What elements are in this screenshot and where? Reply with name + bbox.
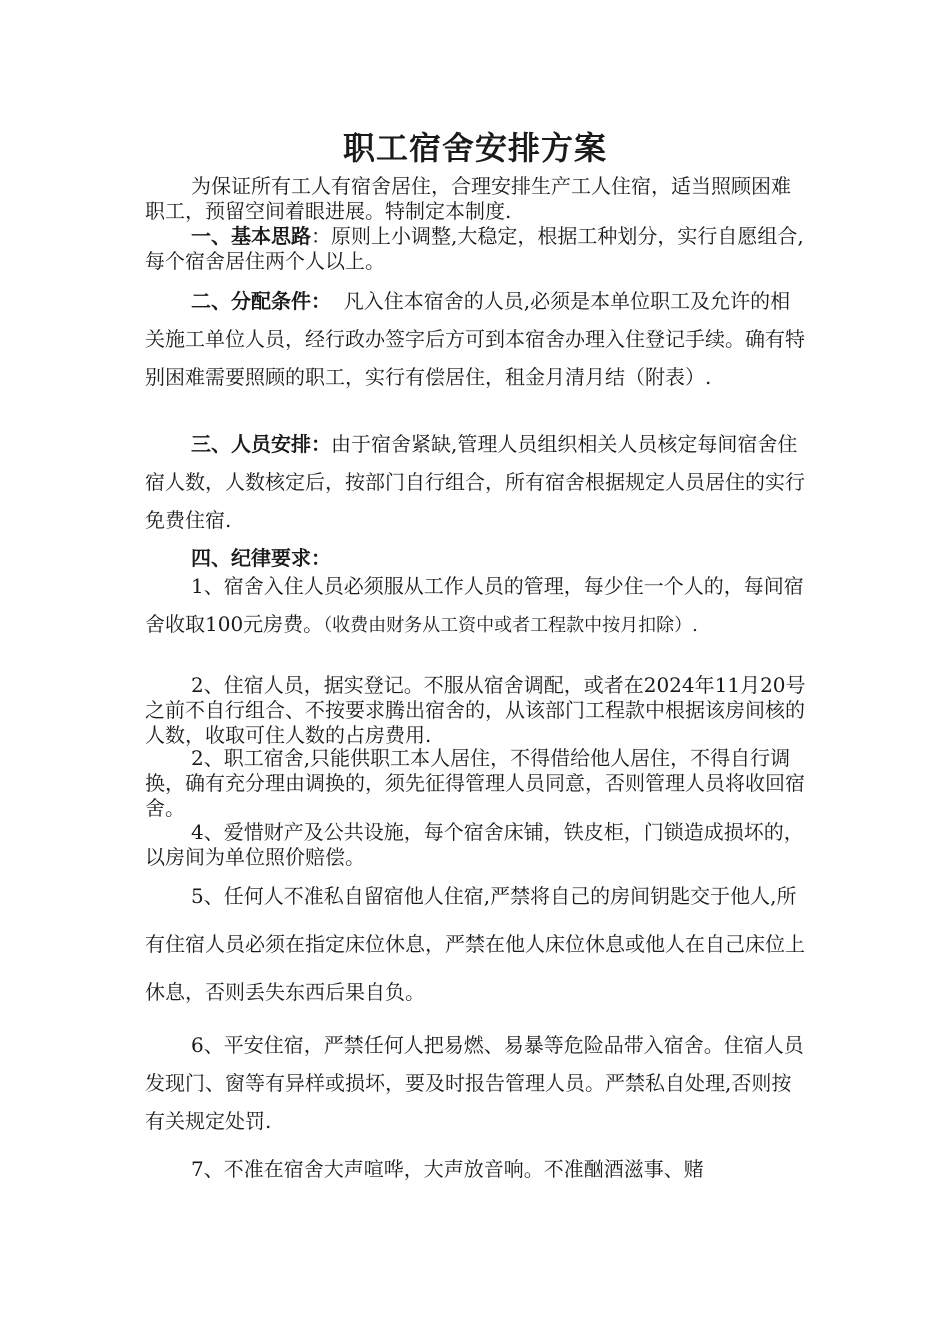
rule-text: 1、宿舍入住人员必须服从工作人员的管理，每少住一个人的，每间宿舍收取100元房费。 (145, 574, 804, 636)
rule-text: 6、平安住宿，严禁任何人把易燃、易暴等危险品带入宿舍。住宿人员发现门、窗等有异样或损坏，要及时报告管理人员。严禁私自处理,否则按有关规定处罚. (145, 1033, 804, 1133)
rule-2 (145, 673, 810, 748)
rule-7 (145, 1150, 810, 1188)
document-title: 职工宿舍安排方案 (342, 129, 607, 167)
rule-text: 5、任何人不准私自留宿他人住宿,严禁将自己的房间钥匙交于他人,所有住宿人员必须在指定床位休息，严禁在他人床位休息或他人在自己床位上休息，否则丢失东西后果自负。 (145, 884, 805, 1004)
section-text: 由于宿舍紧缺,管理人员组织相关人员核定每间宿舍住宿人数，人数核定后，按部门自行组合，所有宿舍根据规定人员居住的实行免费住宿. (145, 432, 805, 532)
section-staffing (145, 425, 810, 539)
rule-3 (145, 746, 810, 821)
rule-text: 4、爱惜财产及公共设施，每个宿舍床铺，铁皮柜，门锁造成损坏的，以房间为单位照价赔偿。 (145, 820, 804, 869)
section-heading: 一、基本思路 (191, 224, 311, 248)
section-text: 凡入住本宿舍的人员,必须是本单位职工及允许的相关施工单位人员，经行政办签字后方可到本宿舍办理入住登记手续。确有特别困难需要照顾的职工，实行有偿居住，租金月清月结（附表）. (145, 289, 805, 389)
rule-6 (145, 1026, 810, 1140)
intro-paragraph (145, 174, 810, 224)
rule-text: 2、住宿人员，据实登记。不服从宿舍调配，或者在2024年11月20号之前不自行组合、不按要求腾出宿舍的，从该部门工程款中根据该房间核的人数，收取可住人数的占房费用. (145, 673, 806, 747)
section-heading: 四、纪律要求： (191, 546, 331, 570)
section-allocation (145, 282, 810, 396)
rule-5 (145, 872, 810, 1016)
rule-text: 2、职工宿舍,只能供职工本人居住，不得借给他人居住，不得自行调换，确有充分理由调换的，须先征得管理人员同意，否则管理人员将收回宿舍。 (145, 746, 805, 820)
rule-4 (145, 820, 810, 870)
section-heading: 三、人员安排： (191, 432, 331, 456)
section-basic-idea (145, 224, 810, 274)
intro-text: 为保证所有工人有宿舍居住，合理安排生产工人住宿，适当照顾困难职工，预留空间着眼进展。特制定本制度. (145, 174, 791, 223)
section-heading: 二、分配条件： (191, 289, 331, 313)
section-text: ：原则上小调整,大稳定，根据工种划分，实行自愿组合,每个宿舍居住两个人以上。 (145, 224, 804, 273)
rule-1 (145, 567, 810, 645)
rule-note: （收费由财务从工资中或者工程款中按月扣除）. (323, 615, 698, 636)
rule-text: 7、不准在宿舍大声喧哗，大声放音响。不准酗酒滋事、赌 (191, 1157, 704, 1181)
